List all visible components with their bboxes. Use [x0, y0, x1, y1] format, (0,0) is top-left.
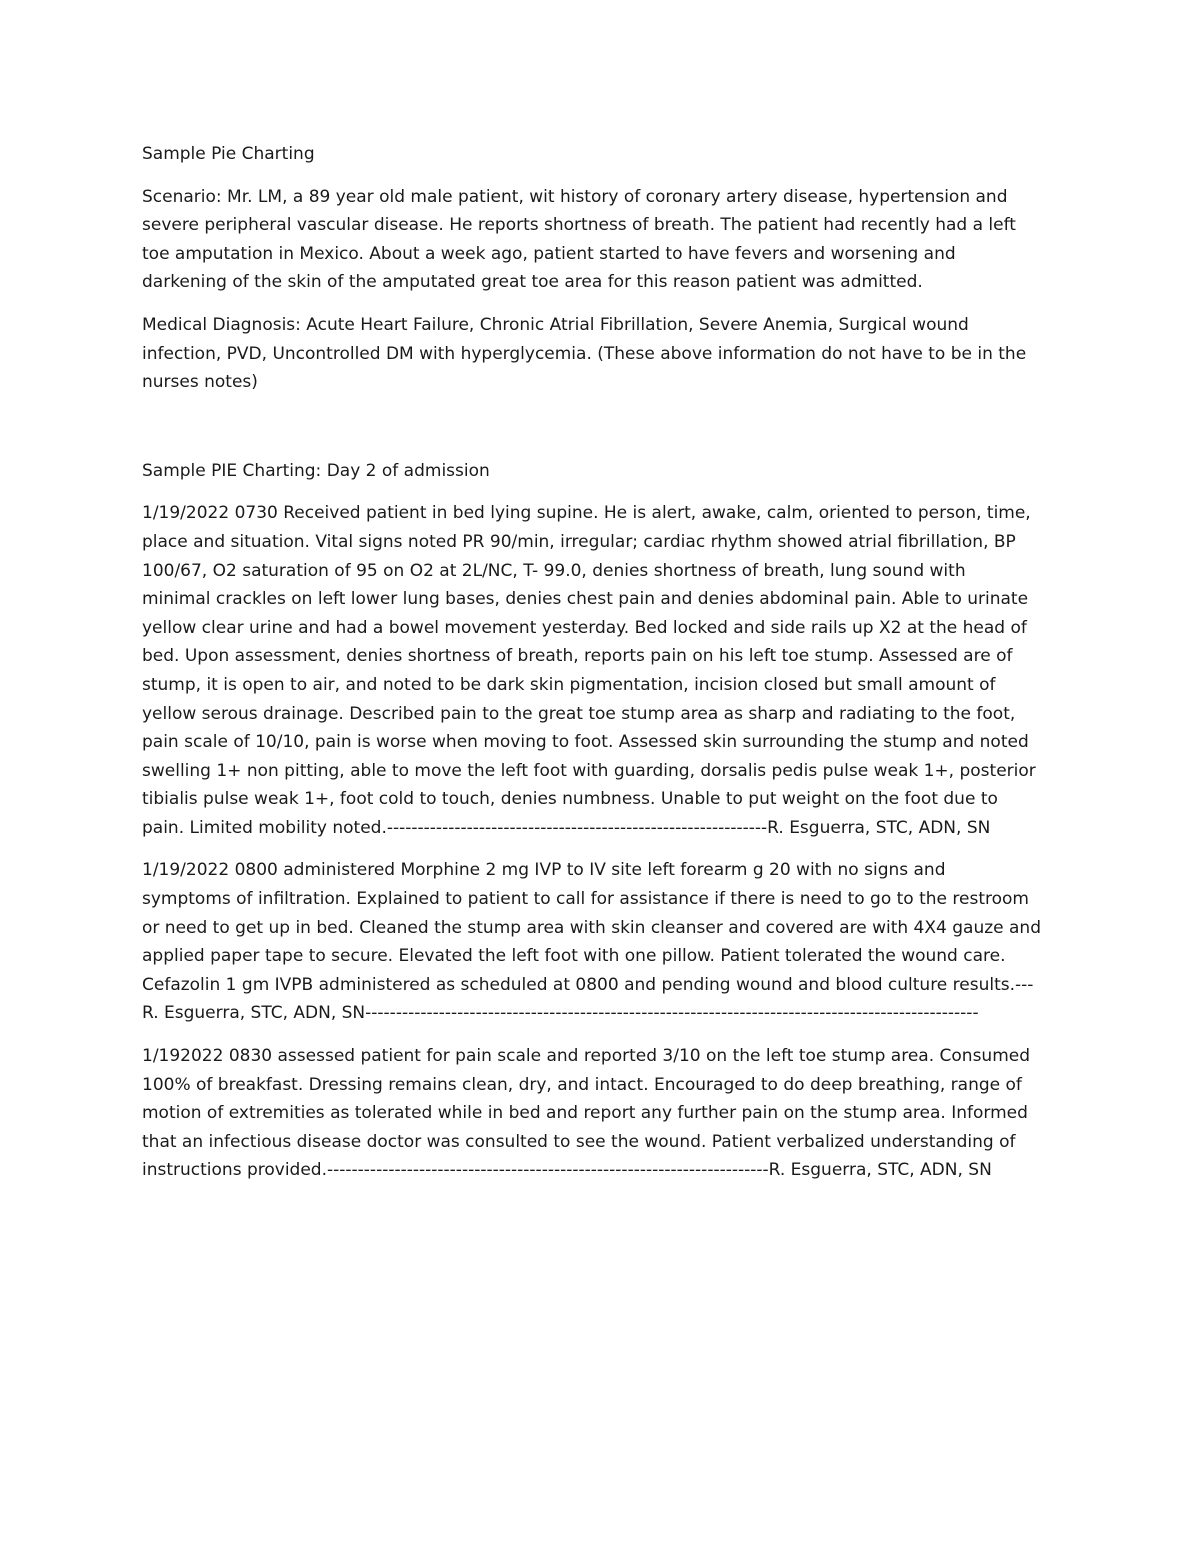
- note-line: motion of extremities as tolerated while in bed and report any further pain on the stump area. Informed: [142, 1103, 1028, 1124]
- note-line: instructions provided.------------------------------------------------------------------------R. Esguerra, STC, ADN, SN: [142, 1160, 992, 1181]
- note-line: applied paper tape to secure. Elevated the left foot with one pillow. Patient tolerated the wound care.: [142, 946, 1006, 967]
- scenario-line: darkening of the skin of the amputated great toe area for this reason patient was admitted.: [142, 272, 923, 293]
- document-title: Sample Pie Charting: [142, 144, 315, 164]
- note-line: stump, it is open to air, and noted to be dark skin pigmentation, incision closed but small amount of: [142, 674, 996, 695]
- diagnosis-line: infection, PVD, Uncontrolled DM with hyperglycemia. (These above information do not have to be in the: [142, 343, 1027, 364]
- note-line: 1/19/2022 0800 administered Morphine 2 mg IVP to IV site left forearm g 20 with no signs and: [142, 860, 946, 881]
- section-title: Sample PIE Charting: Day 2 of admission: [142, 460, 490, 481]
- note-line: Cefazolin 1 gm IVPB administered as scheduled at 0800 and pending wound and blood culture results.---: [142, 974, 1034, 995]
- scenario-paragraph: [142, 183, 1057, 297]
- note-line: symptoms of infiltration. Explained to patient to call for assistance if there is need to go to the restroom: [142, 889, 1029, 910]
- note-paragraph-0800: [142, 856, 1057, 1028]
- document-body: [142, 140, 1057, 1199]
- diagnosis-paragraph: [142, 311, 1057, 397]
- note-line: minimal crackles on left lower lung bases, denies chest pain and denies abdominal pain. Able to urinate: [142, 589, 1029, 610]
- note-line: place and situation. Vital signs noted PR 90/min, irregular; cardiac rhythm showed atrial fibrillation, BP: [142, 531, 1016, 552]
- note-line: 100/67, O2 saturation of 95 on O2 at 2L/NC, T- 99.0, denies shortness of breath, lung sound with: [142, 560, 966, 581]
- note-line: 100% of breakfast. Dressing remains clean, dry, and intact. Encouraged to do deep breathing, range of: [142, 1074, 1022, 1095]
- note-paragraph-0730: [142, 499, 1057, 842]
- note-line: or need to get up in bed. Cleaned the stump area with skin cleanser and covered are with 4X4 gauze and: [142, 917, 1041, 938]
- diagnosis-line: Medical Diagnosis: Acute Heart Failure, Chronic Atrial Fibrillation, Severe Anemia, Surgical wound: [142, 314, 969, 335]
- note-line: swelling 1+ non pitting, able to move the left foot with guarding, dorsalis pedis pulse weak 1+, posterior: [142, 760, 1036, 781]
- note-line: bed. Upon assessment, denies shortness of breath, reports pain on his left toe stump. Assessed are of: [142, 646, 1013, 667]
- note-line: that an infectious disease doctor was consulted to see the wound. Patient verbalized understanding of: [142, 1131, 1016, 1152]
- spacer: [142, 411, 1057, 457]
- scenario-line: severe peripheral vascular disease. He reports shortness of breath. The patient had recently had a left: [142, 215, 1016, 236]
- note-line: R. Esguerra, STC, ADN, SN----------------------------------------------------------------------------------------------------: [142, 1003, 979, 1024]
- note-line: 1/19/2022 0730 Received patient in bed lying supine. He is alert, awake, calm, oriented to person, time,: [142, 503, 1031, 524]
- note-line: 1/192022 0830 assessed patient for pain scale and reported 3/10 on the left toe stump area. Consumed: [142, 1046, 1031, 1067]
- note-line: pain scale of 10/10, pain is worse when moving to foot. Assessed skin surrounding the stump and noted: [142, 732, 1029, 753]
- note-line: pain. Limited mobility noted.--------------------------------------------------------------R. Esguerra, STC, ADN, SN: [142, 817, 991, 838]
- note-line: yellow clear urine and had a bowel movement yesterday. Bed locked and side rails up X2 at the head of: [142, 617, 1027, 638]
- note-paragraph-0830: [142, 1042, 1057, 1185]
- note-line: tibialis pulse weak 1+, foot cold to touch, denies numbness. Unable to put weight on the foot due to: [142, 789, 998, 810]
- scenario-line: Scenario: Mr. LM, a 89 year old male patient, wit history of coronary artery disease, hypertension and: [142, 186, 1008, 207]
- note-line: yellow serous drainage. Described pain to the great toe stump area as sharp and radiating to the foot,: [142, 703, 1016, 724]
- scenario-line: toe amputation in Mexico. About a week ago, patient started to have fevers and worsening and: [142, 243, 956, 264]
- diagnosis-line: nurses notes): [142, 372, 258, 393]
